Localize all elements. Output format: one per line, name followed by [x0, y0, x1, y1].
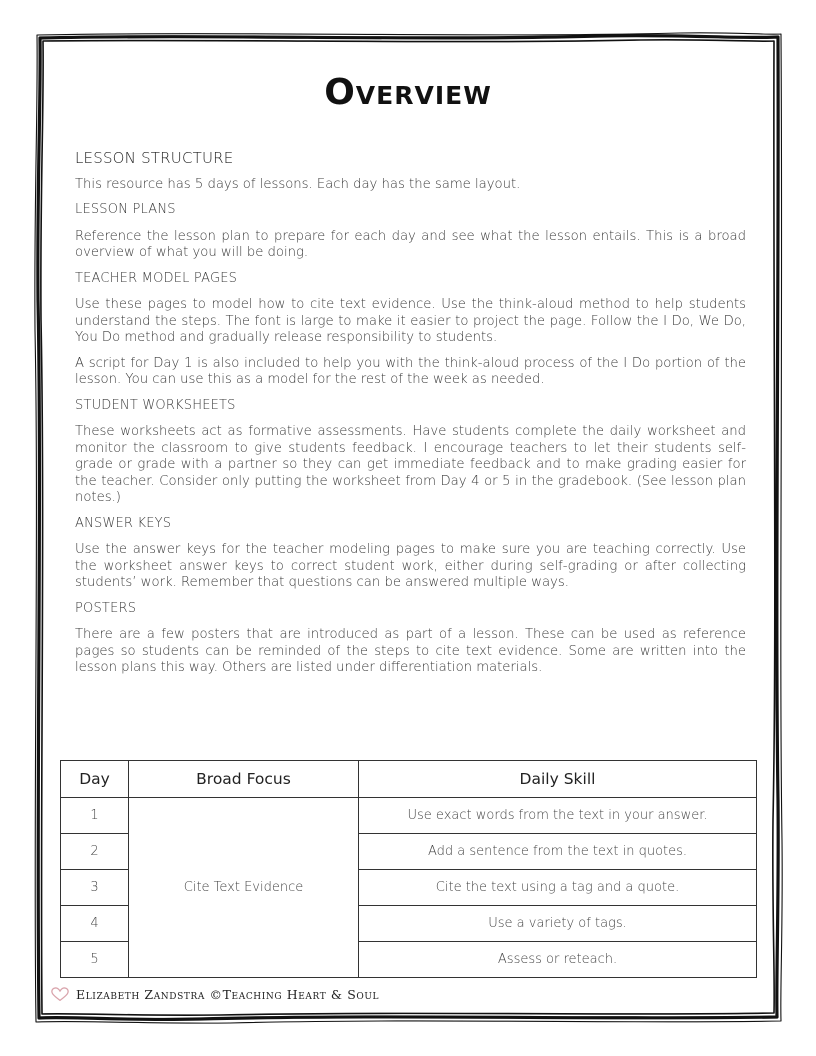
day-number: 5	[61, 942, 129, 978]
daily-skill: Use exact words from the text in your answer.	[359, 798, 757, 834]
heading-posters: POSTERS	[75, 600, 137, 616]
footer-text: Elizabeth Zandstra ©Teaching Heart & Soul	[76, 986, 380, 1002]
text-teacher-model-1: Use these pages to model how to cite text evidence. Use the think-aloud method to help students understand the steps. The font is large to make it easier to project the page. Follow the I Do, We Do, You Do method and gradually release responsibility to students.	[75, 297, 746, 345]
day-number: 3	[61, 870, 129, 906]
daily-skill: Cite the text using a tag and a quote.	[359, 870, 757, 906]
heading-lesson-structure: LESSON STRUCTURE	[75, 149, 234, 167]
day-number: 4	[61, 906, 129, 942]
header-daily-skill: Daily Skill	[359, 761, 757, 798]
text-teacher-model-2: A script for Day 1 is also included to help you with the think-aloud process of the I Do portion of the lesson. You can use this as a model for the rest of the week as needed.	[75, 355, 746, 387]
daily-skill: Add a sentence from the text in quotes.	[359, 834, 757, 870]
broad-focus-cell: Cite Text Evidence	[129, 798, 359, 978]
daily-skill: Use a variety of tags.	[359, 906, 757, 942]
heading-student-worksheets: STUDENT WORKSHEETS	[75, 397, 236, 413]
text-student-worksheets: These worksheets act as formative assessments. Have students complete the daily worksheet and monitor the classroom to give students feedback. I encourage teachers to let their students self-grade or grade with a partner so they can get immediate feedback and to make grading easier for the teacher. Consider only putting the worksheet from Day 4 or 5 in the gradebook. (See lesson plan notes.)	[75, 424, 746, 505]
day-number: 2	[61, 834, 129, 870]
overview-content	[75, 150, 746, 686]
footer-credit	[50, 986, 379, 1002]
text-answer-keys: Use the answer keys for the teacher modeling pages to make sure you are teaching correctly. Use the worksheet answer keys to correct student work, either during self-grading or after collecting students’ work. Remember that questions can be answered multiple ways.	[75, 542, 746, 590]
daily-skills-table	[60, 760, 757, 978]
page-title: Overview	[324, 72, 492, 113]
table-row	[61, 798, 757, 834]
heading-answer-keys: ANSWER KEYS	[75, 515, 172, 531]
text-lesson-plans: Reference the lesson plan to prepare for each day and see what the lesson entails. This is a broad overview of what you will be doing.	[75, 228, 746, 260]
daily-skill: Assess or reteach.	[359, 942, 757, 978]
text-lesson-structure: This resource has 5 days of lessons. Each day has the same layout.	[75, 176, 521, 192]
header-day: Day	[61, 761, 129, 798]
day-number: 1	[61, 798, 129, 834]
heading-lesson-plans: LESSON PLANS	[75, 202, 176, 217]
heart-outline-icon	[50, 986, 70, 1002]
heading-teacher-model-pages: TEACHER MODEL PAGES	[75, 270, 238, 286]
table-header-row	[61, 761, 757, 798]
header-broad-focus: Broad Focus	[129, 761, 359, 798]
text-posters: There are a few posters that are introduced as part of a lesson. These can be used as reference pages so students can be reminded of the steps to cite text evidence. Some are written into the lesson plans this way. Others are listed under differentiation materials.	[75, 627, 746, 675]
